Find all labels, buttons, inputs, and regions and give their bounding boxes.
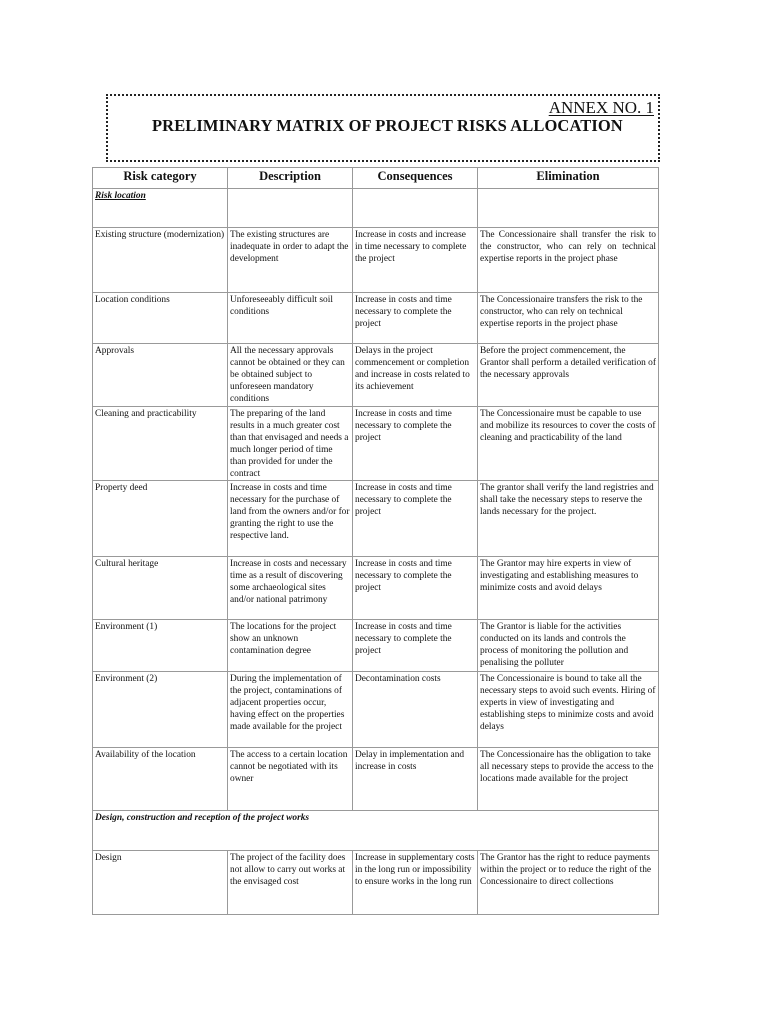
elimination-cell: The Concessionaire has the obligation to take all necessary steps to provide the access to the locations made available for the project	[478, 748, 659, 811]
table-row	[93, 344, 659, 407]
elimination-cell: The Concessionaire shall transfer the risk to the constructor, who can rely on technical expertise reports in the project phase	[478, 228, 659, 293]
consequences-cell: Increase in costs and increase in time necessary to complete the project	[353, 228, 478, 293]
document-title: PRELIMINARY MATRIX OF PROJECT RISKS ALLOCATION	[152, 116, 623, 135]
empty-cell	[228, 189, 353, 228]
risk-category-cell: Property deed	[93, 481, 228, 557]
description-cell: The project of the facility does not allow to carry out works at the envisaged cost	[228, 851, 353, 915]
risk-category-cell: Cultural heritage	[93, 557, 228, 620]
description-cell: Increase in costs and time necessary for the purchase of land from the owners and/or for granting the right to use the respective land.	[228, 481, 353, 557]
column-header-description: Description	[228, 168, 353, 189]
table-row	[93, 228, 659, 293]
empty-cell	[478, 189, 659, 228]
elimination-cell: The Concessionaire must be capable to use and mobilize its resources to cover the costs of cleaning and practicability of the land	[478, 407, 659, 481]
consequences-cell: Increase in costs and time necessary to complete the project	[353, 481, 478, 557]
description-cell: The preparing of the land results in a much greater cost than that envisaged and needs a much longer period of time than provided for under the contract	[228, 407, 353, 481]
elimination-cell: The Grantor may hire experts in view of investigating and establishing measures to minimize costs and avoid delays	[478, 557, 659, 620]
section-row	[93, 189, 659, 228]
risk-category-cell: Cleaning and practicability	[93, 407, 228, 481]
risk-category-cell: Location conditions	[93, 293, 228, 344]
section-row	[93, 811, 659, 851]
risk-category-cell: Availability of the location	[93, 748, 228, 811]
empty-cell	[353, 189, 478, 228]
consequences-cell: Delays in the project commencement or completion and increase in costs related to its achievement	[353, 344, 478, 407]
table-row	[93, 748, 659, 811]
section-title-cell	[93, 189, 228, 228]
elimination-cell: Before the project commencement, the Grantor shall perform a detailed verification of the necessary approvals	[478, 344, 659, 407]
table-row	[93, 293, 659, 344]
column-header-elimination: Elimination	[478, 168, 659, 189]
consequences-cell: Increase in costs and time necessary to complete the project	[353, 407, 478, 481]
table-header-row	[93, 168, 659, 189]
risk-category-cell: Existing structure (modernization)	[93, 228, 228, 293]
risk-matrix-table	[92, 167, 659, 915]
description-cell: Unforeseeably difficult soil conditions	[228, 293, 353, 344]
table-row	[93, 557, 659, 620]
consequences-cell: Increase in costs and time necessary to complete the project	[353, 293, 478, 344]
table-row	[93, 407, 659, 481]
risk-category-cell: Design	[93, 851, 228, 915]
description-cell: The locations for the project show an unknown contamination degree	[228, 620, 353, 672]
section-title: Risk location	[95, 191, 146, 201]
table-row	[93, 672, 659, 748]
description-cell: All the necessary approvals cannot be obtained or they can be obtained subject to unforeseen mandatory conditions	[228, 344, 353, 407]
table-row	[93, 620, 659, 672]
annex-header-box	[106, 94, 660, 162]
section-title: Design, construction and reception of the project works	[93, 811, 659, 851]
table-row	[93, 851, 659, 915]
risk-category-cell: Approvals	[93, 344, 228, 407]
elimination-cell: The Concessionaire is bound to take all the necessary steps to avoid such events. Hiring of experts in view of investigating and establishing steps to minimize costs and avoid delays	[478, 672, 659, 748]
table-row	[93, 481, 659, 557]
consequences-cell: Delay in implementation and increase in costs	[353, 748, 478, 811]
description-cell: During the implementation of the project, contaminations of adjacent properties occur, having effect on the properties made available for the project	[228, 672, 353, 748]
elimination-cell: The Grantor is liable for the activities conducted on its lands and controls the process of monitoring the pollution and penalising the polluter	[478, 620, 659, 672]
risk-category-cell: Environment (1)	[93, 620, 228, 672]
elimination-cell: The Grantor has the right to reduce payments within the project or to reduce the right of the Concessionaire to direct collections	[478, 851, 659, 915]
elimination-cell: The grantor shall verify the land registries and shall take the necessary steps to reserve the lands necessary for the project.	[478, 481, 659, 557]
description-cell: The existing structures are inadequate in order to adapt the development	[228, 228, 353, 293]
consequences-cell: Increase in costs and time necessary to complete the project	[353, 620, 478, 672]
column-header-consequences: Consequences	[353, 168, 478, 189]
description-cell: The access to a certain location cannot be negotiated with its owner	[228, 748, 353, 811]
consequences-cell: Increase in costs and time necessary to complete the project	[353, 557, 478, 620]
elimination-cell: The Concessionaire transfers the risk to the constructor, who can rely on technical expertise reports in the project phase	[478, 293, 659, 344]
column-header-risk-category: Risk category	[93, 168, 228, 189]
annex-number: ANNEX NO. 1	[548, 98, 654, 117]
risk-category-cell: Environment (2)	[93, 672, 228, 748]
description-cell: Increase in costs and necessary time as a result of discovering some archaeological sites and/or national patrimony	[228, 557, 353, 620]
consequences-cell: Decontamination costs	[353, 672, 478, 748]
consequences-cell: Increase in supplementary costs in the long run or impossibility to ensure works in the long run	[353, 851, 478, 915]
